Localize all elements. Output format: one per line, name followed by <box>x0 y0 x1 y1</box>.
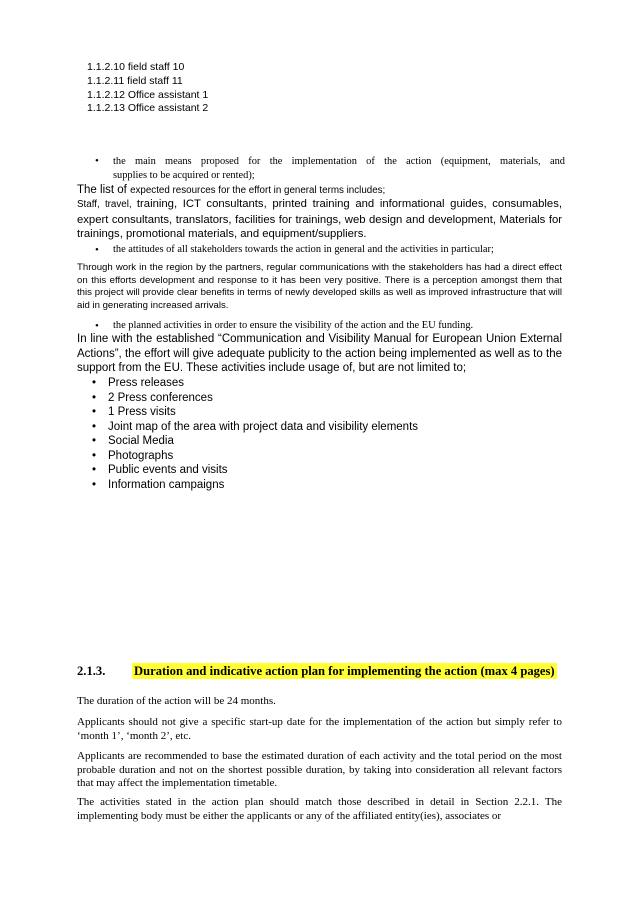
bullet-dot: • <box>92 449 97 462</box>
visibility-list <box>92 376 418 492</box>
visibility-bullet <box>95 319 565 333</box>
staff-item: 1.1.2.10 field staff 10 <box>87 61 185 73</box>
staff-list <box>87 61 208 116</box>
section-heading <box>77 664 557 679</box>
list-item <box>92 405 418 420</box>
bullet-dot: • <box>92 478 97 491</box>
means-bullet-line2: supplies to be acquired or rented); <box>113 170 255 181</box>
resources-intro-rest: expected resources for the effort in general terms includes; <box>130 185 386 196</box>
resources-intro <box>77 183 562 198</box>
resources-paragraph <box>77 197 562 242</box>
bullet-dot: • <box>92 464 97 476</box>
bullet-dot: • <box>92 391 97 404</box>
list-item-text: Press releases <box>108 377 185 389</box>
list-item <box>92 391 418 406</box>
section-number: 2.1.3. <box>77 664 106 678</box>
attitudes-paragraph: Through work in the region by the partners, regular communications with the stakeholders has had a direct effect on this efforts development and response to it has been very positive. There is a perception amongst them that this project will provide clear benefits in terms of newly developed skills as well as improved infrastructure that will aid in generating increased arrivals. <box>77 262 562 311</box>
means-bullet-line1: the main means proposed for the implementation of the action (equipment, materials, and <box>113 156 565 167</box>
list-item-text: 1 Press visits <box>108 406 176 418</box>
list-item <box>92 434 418 449</box>
resources-intro-lead: The list of <box>77 184 131 196</box>
bullet-dot: • <box>92 406 97 418</box>
bullet-dot: • <box>92 420 97 433</box>
list-item <box>92 376 418 391</box>
section-title: Duration and indicative action plan for implementing the action (max 4 pages) <box>134 664 555 678</box>
attitudes-bullet-text: the attitudes of all stakeholders towards the action in general and the activities in particular; <box>113 244 494 255</box>
list-item <box>92 463 418 478</box>
bullet-dot: • <box>92 435 97 447</box>
means-bullet <box>95 155 565 183</box>
staff-item: 1.1.2.13 Office assistant 2 <box>87 102 209 115</box>
list-item-text: Public events and visits <box>108 464 228 476</box>
section-paragraph: The activities stated in the action plan should match those described in detail in Section 2.2.1. The implementing body must be either the applicants or any of the affiliated entity(ies), associates or <box>77 796 562 822</box>
visibility-paragraph: In line with the established “Communication and Visibility Manual for European Union External Actions”, the effort will give adequate publicity to the action being implemented as well as to the support from the EU. These activities include usage of, but are not limited to; <box>77 333 562 374</box>
list-item <box>92 478 418 493</box>
list-item-text: 2 Press conferences <box>108 391 213 404</box>
bullet-dot: • <box>95 155 99 167</box>
staff-item: 1.1.2.12 Office assistant 1 <box>87 88 209 101</box>
bullet-dot: • <box>92 377 97 389</box>
resources-text: training, ICT consultants, printed training and informational guides, consumables, expert consultants, translators, facilities for trainings, web design and development, Materials for trainings, promotional materials, and equipment/suppliers. <box>77 198 562 240</box>
list-item-text: Photographs <box>108 449 174 462</box>
attitudes-bullet <box>95 243 565 257</box>
visibility-bullet-text: the planned activities in order to ensure the visibility of the action and the EU funding. <box>113 320 474 331</box>
list-item <box>92 449 418 464</box>
resources-lead: Staff, travel, <box>77 199 137 210</box>
staff-item: 1.1.2.11 field staff 11 <box>87 74 183 87</box>
section-paragraph: Applicants are recommended to base the estimated duration of each activity and the total period on the most probable duration and not on the shortest possible duration, by taking into consideration all relevant factors that may affect the implementation timetable. <box>77 750 562 790</box>
list-item-text: Information campaigns <box>108 478 225 491</box>
list-item <box>92 420 418 435</box>
bullet-dot: • <box>95 244 99 256</box>
section-paragraph: The duration of the action will be 24 months. <box>77 695 276 707</box>
list-item-text: Joint map of the area with project data and visibility elements <box>108 420 419 433</box>
bullet-dot: • <box>95 320 99 332</box>
list-item-text: Social Media <box>108 435 174 447</box>
section-paragraph: Applicants should not give a specific start-up date for the implementation of the action but simply refer to ‘month 1’, ‘month 2’, etc. <box>77 716 562 742</box>
